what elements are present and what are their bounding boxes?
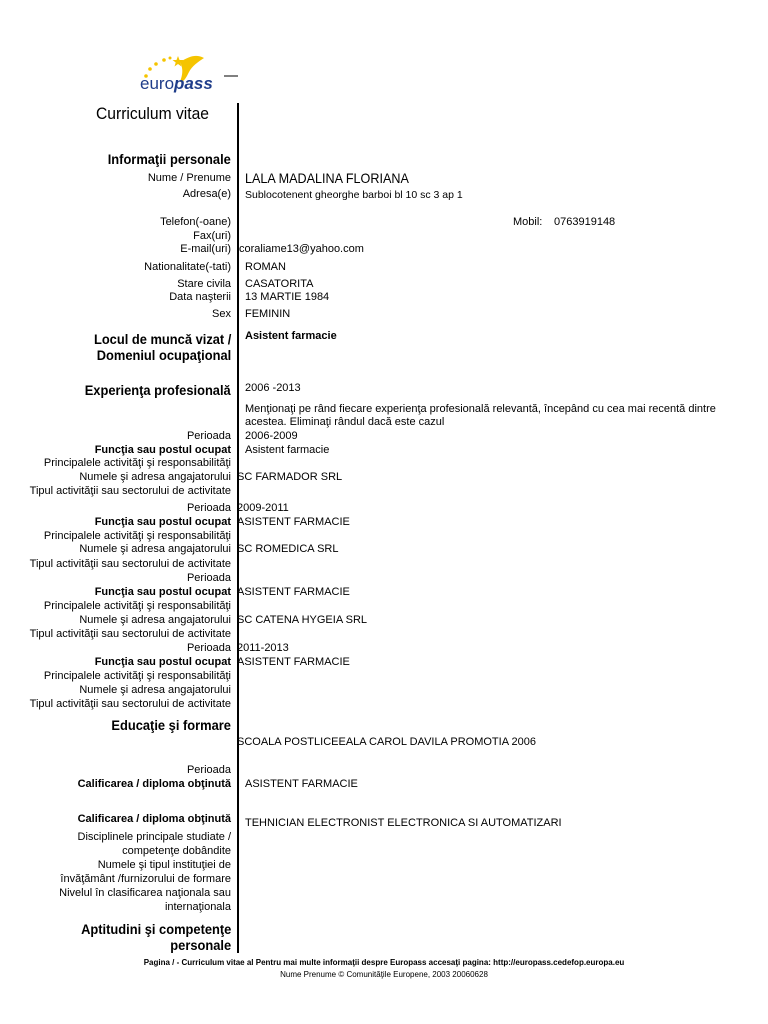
employer-value: SC CATENA HYGEIA SRL	[237, 614, 368, 626]
qualification-label: Calificarea / diploma obţinută	[77, 778, 231, 790]
birth-date-value: 13 MARTIE 1984	[245, 291, 330, 303]
name-value: LALA MADALINA FLORIANA	[245, 170, 409, 186]
europass-logo	[134, 52, 244, 96]
experience-heading: Experienţa profesională	[84, 382, 231, 398]
institution-label-1: Numele şi tipul instituţiei de	[97, 859, 231, 871]
period-label: Perioada	[186, 430, 231, 442]
employer-label: Numele şi adresa angajatorului	[79, 684, 231, 696]
qualification-value: TEHNICIAN ELECTRONIST ELECTRONICA SI AUTOMATIZARI	[245, 817, 562, 829]
function-value: ASISTENT FARMACIE	[237, 656, 350, 668]
experience-note-2: acestea. Eliminaţi rândul dacă este cazul	[245, 416, 445, 428]
function-label: Funcţia sau postul ocupat	[94, 444, 231, 456]
address-value: Sublocotenent gheorghe barboi bl 10 sc 3 ap 1	[245, 189, 463, 201]
desired-job-value: Asistent farmacie	[245, 330, 337, 342]
school-value: SCOALA POSTLICEEALA CAROL DAVILA PROMOTIA 2006	[237, 736, 536, 748]
function-label: Funcţia sau postul ocupat	[94, 586, 231, 598]
period-label: Perioada	[186, 572, 231, 584]
activities-label: Principalele activităţi şi responsabilităţi	[43, 530, 231, 542]
mobile-label: Mobil:	[513, 216, 543, 228]
sex-label: Sex	[212, 308, 231, 320]
column-divider	[237, 103, 239, 953]
employer-label: Numele şi adresa angajatorului	[79, 614, 231, 626]
level-label-1: Nivelul în clasificarea naţionala sau	[59, 887, 231, 899]
cv-title: Curriculum vitae	[96, 104, 209, 123]
function-label: Funcţia sau postul ocupat	[94, 656, 231, 668]
email-value: coraliame13@yahoo.com	[239, 243, 364, 255]
fax-label: Fax(uri)	[193, 230, 231, 242]
activities-label: Principalele activităţi şi responsabilităţi	[43, 457, 231, 469]
function-value: ASISTENT FARMACIE	[237, 586, 350, 598]
employer-label: Numele şi adresa angajatorului	[79, 543, 231, 555]
personal-heading: Informaţii personale	[107, 151, 231, 167]
name-label: Nume / Prenume	[147, 172, 231, 184]
period-value: 2006-2009	[245, 430, 298, 442]
logo-euro-text: euro	[140, 74, 175, 93]
period-label: Perioada	[186, 502, 231, 514]
period-value: 2009-2011	[237, 502, 289, 514]
education-period-label: Perioada	[186, 764, 231, 776]
experience-note-1: Menţionaţi pe rând fiecare experienţa profesională relevantă, începând cu cea mai recentă dintre	[245, 403, 716, 415]
period-value: 2011-2013	[237, 642, 289, 654]
email-label: E-mail(uri)	[180, 243, 231, 255]
period-label: Perioada	[186, 642, 231, 654]
sector-label: Tipul activităţii sau sectorului de activitate	[29, 558, 231, 570]
subjects-label-2: competenţe dobândite	[122, 845, 231, 857]
function-value: Asistent farmacie	[245, 444, 330, 456]
skills-heading-2: personale	[170, 937, 231, 953]
mobile-value: 0763919148	[554, 216, 616, 228]
skills-heading-1: Aptitudini şi competenţe	[80, 921, 231, 937]
experience-range: 2006 -2013	[245, 382, 301, 394]
nationality-label: Nationalitate(-tati)	[144, 261, 231, 273]
employer-value: SC ROMEDICA SRL	[237, 543, 339, 555]
birth-date-label: Data naşterii	[169, 291, 231, 303]
employer-value: SC FARMADOR SRL	[237, 471, 343, 483]
sex-value: FEMININ	[245, 308, 291, 320]
logo-pass-text: pass	[174, 74, 213, 93]
desired-job-heading-2: Domeniul ocupaţional	[96, 347, 231, 363]
employer-label: Numele şi adresa angajatorului	[79, 471, 231, 483]
sector-label: Tipul activităţii sau sectorului de activitate	[29, 698, 231, 710]
desired-job-heading-1: Locul de muncă vizat /	[93, 331, 231, 347]
activities-label: Principalele activităţi şi responsabilităţi	[43, 670, 231, 682]
activities-label: Principalele activităţi şi responsabilităţi	[43, 600, 231, 612]
function-value: ASISTENT FARMACIE	[237, 516, 350, 528]
civil-status-value: CASATORITA	[245, 278, 314, 290]
address-label: Adresa(e)	[182, 188, 231, 200]
footer-line-1: Pagina / - Curriculum vitae al Pentru mai multe informaţii despre Europass accesaţi pagina: http://europass.cedefop.europa.eu	[143, 958, 625, 967]
qualification-value: ASISTENT FARMACIE	[245, 778, 358, 790]
phone-label: Telefon(-oane)	[160, 216, 231, 228]
sector-label: Tipul activităţii sau sectorului de activitate	[29, 485, 231, 497]
footer-line-2: Nume Prenume © Comunităţile Europene, 2003 20060628	[280, 970, 488, 979]
level-label-2: internaţionala	[164, 901, 231, 913]
nationality-value: ROMAN	[245, 261, 286, 273]
institution-label-2: învăţământ /furnizorului de formare	[60, 873, 231, 885]
education-heading: Educaţie şi formare	[111, 717, 231, 733]
function-label: Funcţia sau postul ocupat	[94, 516, 231, 528]
civil-status-label: Stare civila	[177, 278, 231, 290]
qualification-label: Calificarea / diploma obţinută	[77, 813, 231, 825]
subjects-label-1: Disciplinele principale studiate /	[77, 831, 231, 843]
sector-label: Tipul activităţii sau sectorului de activitate	[29, 628, 231, 640]
